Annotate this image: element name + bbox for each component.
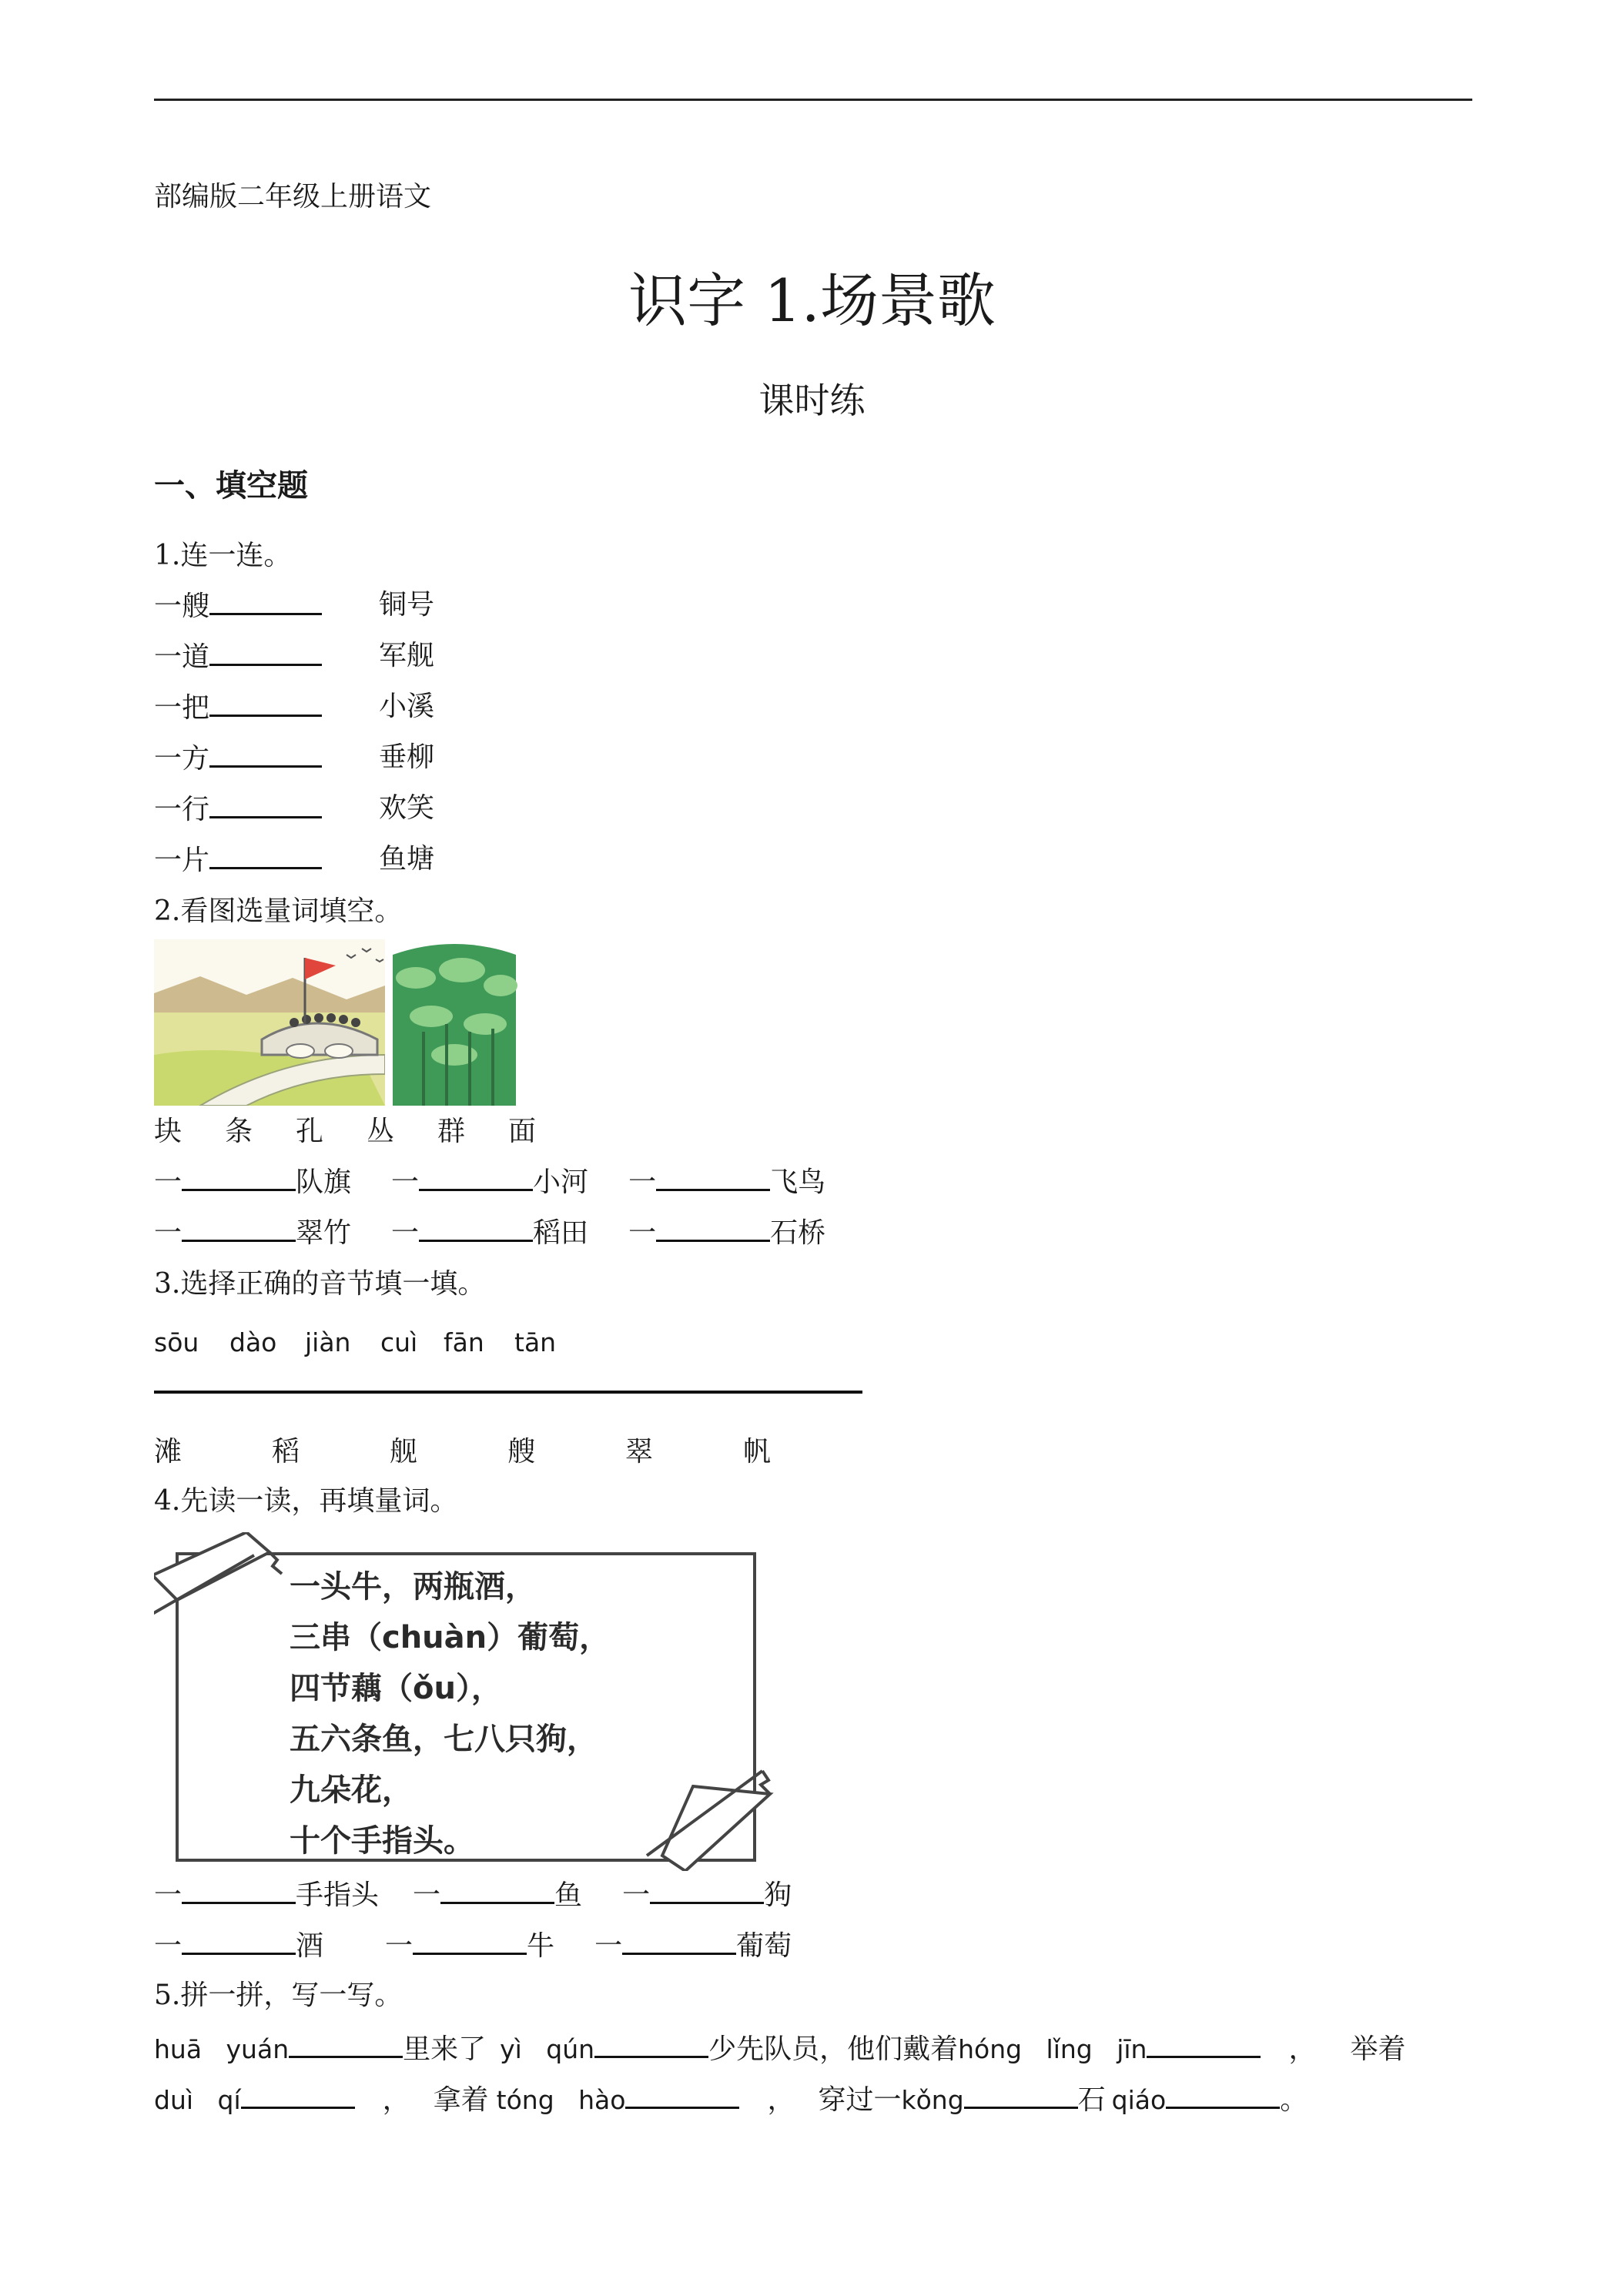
q2-blank[interactable] [656, 1163, 770, 1191]
page-subtitle: 课时练 [758, 380, 866, 421]
q4-noun: 酒 [296, 1930, 324, 1962]
q2-blank[interactable] [419, 1213, 533, 1242]
q3-char: 滩 [154, 1436, 182, 1468]
q2-blank[interactable] [656, 1213, 770, 1242]
header-rule [154, 99, 1472, 101]
q1-left-item: 一行 [154, 794, 210, 825]
poem-line: 十个手指头。 [290, 1823, 474, 1859]
q2-prefix: 一 [628, 1217, 657, 1249]
q2-prefix: 一 [628, 1166, 657, 1198]
q5-text: ， [1288, 2033, 1317, 2065]
q3-syllable: dào [229, 1327, 277, 1357]
q5-text: 举着 [1350, 2033, 1406, 2065]
q1-right-item: 垂柳 [379, 741, 435, 773]
q2-prefix: 一 [391, 1166, 420, 1198]
q3-answer-line[interactable] [154, 1391, 862, 1394]
q1-blank[interactable] [209, 739, 322, 768]
q2-option: 条 [225, 1116, 253, 1147]
q5-pinyin: hóng lǐng jīn [958, 2034, 1147, 2064]
q1-right-item: 欢笑 [379, 792, 435, 824]
q5-text: ， [767, 2084, 795, 2116]
q5-blank[interactable] [594, 2030, 708, 2058]
q4-prefix: 一 [385, 1930, 414, 1962]
q3-prompt: 3.选择正确的音节填一填。 [154, 1268, 486, 1300]
q2-noun: 稻田 [533, 1217, 589, 1249]
q4-row-2 [154, 1926, 792, 1965]
q1-right-item: 铜号 [379, 589, 435, 621]
q1-blank[interactable] [209, 841, 322, 869]
q2-options [154, 1113, 579, 1150]
q3-syllable: jiàn [305, 1327, 351, 1357]
q1-row [154, 841, 322, 879]
q3-syllable: fān [444, 1327, 484, 1357]
q4-noun: 鱼 [554, 1879, 583, 1911]
q5-pinyin: huā yuán [154, 2034, 290, 2064]
q5-text: 拿着 [433, 2084, 489, 2116]
poem-line: 五六条鱼，七八只狗， [290, 1722, 598, 1757]
q5-text: 穿过一 [818, 2084, 902, 2116]
q5-pinyin: duì qí [154, 2085, 241, 2115]
q1-right-item: 小溪 [379, 691, 435, 722]
q1-row [154, 587, 322, 625]
q1-right-item: 鱼塘 [379, 843, 435, 875]
q4-noun: 牛 [527, 1930, 555, 1962]
q2-prompt: 2.看图选量词填空。 [154, 895, 403, 927]
q1-left-item: 一片 [154, 845, 210, 876]
q4-prefix: 一 [154, 1930, 182, 1962]
q2-blank[interactable] [182, 1213, 296, 1242]
q4-prefix: 一 [594, 1930, 623, 1962]
q3-char: 稻 [272, 1436, 300, 1468]
q4-prompt: 4.先读一读，再填量词。 [154, 1485, 458, 1517]
q1-left-item: 一艘 [154, 591, 210, 622]
q3-syllable: sōu [154, 1327, 199, 1357]
q5-pinyin: kǒng [901, 2085, 964, 2115]
q1-row [154, 790, 322, 828]
q1-row [154, 688, 322, 727]
page-title: 识字 1.场景歌 [628, 266, 996, 335]
q5-text: 少先队员，他们戴着 [708, 2033, 959, 2065]
q2-prefix: 一 [154, 1217, 182, 1249]
q2-row-2 [154, 1213, 825, 1252]
q4-prefix: 一 [154, 1879, 182, 1911]
q2-blank[interactable] [419, 1163, 533, 1191]
q1-row [154, 638, 322, 676]
q2-option: 面 [508, 1116, 537, 1147]
q4-row-1 [154, 1876, 792, 1914]
q3-characters [154, 1434, 861, 1471]
q2-row-1 [154, 1163, 825, 1201]
q5-blank[interactable] [625, 2080, 739, 2109]
q2-blank[interactable] [182, 1163, 296, 1191]
q3-syllables [154, 1324, 585, 1361]
q2-noun: 飞鸟 [770, 1166, 826, 1198]
q3-char: 艘 [507, 1436, 536, 1468]
q1-blank[interactable] [209, 688, 322, 717]
q4-blank[interactable] [413, 1926, 527, 1955]
q5-blank[interactable] [1166, 2080, 1280, 2109]
q5-line-1 [154, 2030, 1405, 2068]
subject-label: 部编版二年级上册语文 [154, 181, 432, 213]
q3-syllable: cuì [380, 1327, 418, 1357]
q1-row [154, 739, 322, 778]
q5-blank[interactable] [289, 2030, 403, 2058]
q1-left-item: 一把 [154, 692, 210, 724]
poem-text [290, 1561, 610, 1866]
q4-noun: 葡萄 [736, 1930, 792, 1962]
q1-prompt: 1.连一连。 [154, 540, 292, 571]
q4-prefix: 一 [413, 1879, 441, 1911]
q1-blank[interactable] [209, 638, 322, 666]
q4-blank[interactable] [622, 1926, 736, 1955]
q1-right-item: 军舰 [379, 640, 435, 671]
q3-char: 舰 [390, 1436, 418, 1468]
q5-text: 里来了 [403, 2033, 487, 2065]
q1-blank[interactable] [209, 587, 322, 615]
q4-blank[interactable] [182, 1876, 296, 1904]
q3-char: 帆 [743, 1436, 772, 1468]
q2-noun: 小河 [533, 1166, 589, 1198]
q5-text: ， [382, 2084, 410, 2116]
q5-blank[interactable] [1147, 2030, 1261, 2058]
q4-noun: 狗 [764, 1879, 792, 1911]
q2-option: 群 [437, 1116, 466, 1147]
poem-line: 一头牛，两瓶酒， [290, 1569, 536, 1605]
q4-blank[interactable] [182, 1926, 296, 1955]
q2-noun: 翠竹 [296, 1217, 352, 1249]
q5-prompt: 5.拼一拼，写一写。 [154, 1980, 403, 2011]
q5-line-2 [154, 2080, 1308, 2119]
q4-noun: 手指头 [296, 1879, 380, 1911]
q5-pinyin: qiáo [1111, 2085, 1167, 2115]
q2-prefix: 一 [391, 1217, 420, 1249]
q2-prefix: 一 [154, 1166, 182, 1198]
q2-option: 丛 [367, 1116, 395, 1147]
q1-left-item: 一方 [154, 743, 210, 775]
q1-blank[interactable] [209, 790, 322, 818]
q2-noun: 队旗 [296, 1166, 352, 1198]
scene-illustration [154, 939, 524, 1106]
q3-char: 翠 [625, 1436, 654, 1468]
q1-left-item: 一道 [154, 641, 210, 673]
q5-pinyin: tóng hào [496, 2085, 626, 2115]
q4-prefix: 一 [622, 1879, 651, 1911]
q5-text: 石 [1077, 2084, 1106, 2116]
poem-line: 三串（chuàn）葡萄， [290, 1620, 611, 1655]
q5-pinyin: yì qún [500, 2034, 595, 2064]
q5-text: 。 [1280, 2084, 1308, 2116]
poem-line: 九朵花， [290, 1772, 413, 1808]
q2-noun: 石桥 [770, 1217, 826, 1249]
q5-blank[interactable] [241, 2080, 355, 2109]
q4-blank[interactable] [650, 1876, 764, 1904]
q3-syllable: tān [514, 1327, 557, 1357]
section-heading-fill-blank: 一、填空题 [154, 468, 308, 504]
q2-option: 孔 [296, 1116, 324, 1147]
q5-blank[interactable] [964, 2080, 1078, 2109]
q2-option: 块 [154, 1116, 182, 1147]
q4-blank[interactable] [440, 1876, 554, 1904]
poem-line: 四节藕（ǒu）， [290, 1671, 502, 1706]
